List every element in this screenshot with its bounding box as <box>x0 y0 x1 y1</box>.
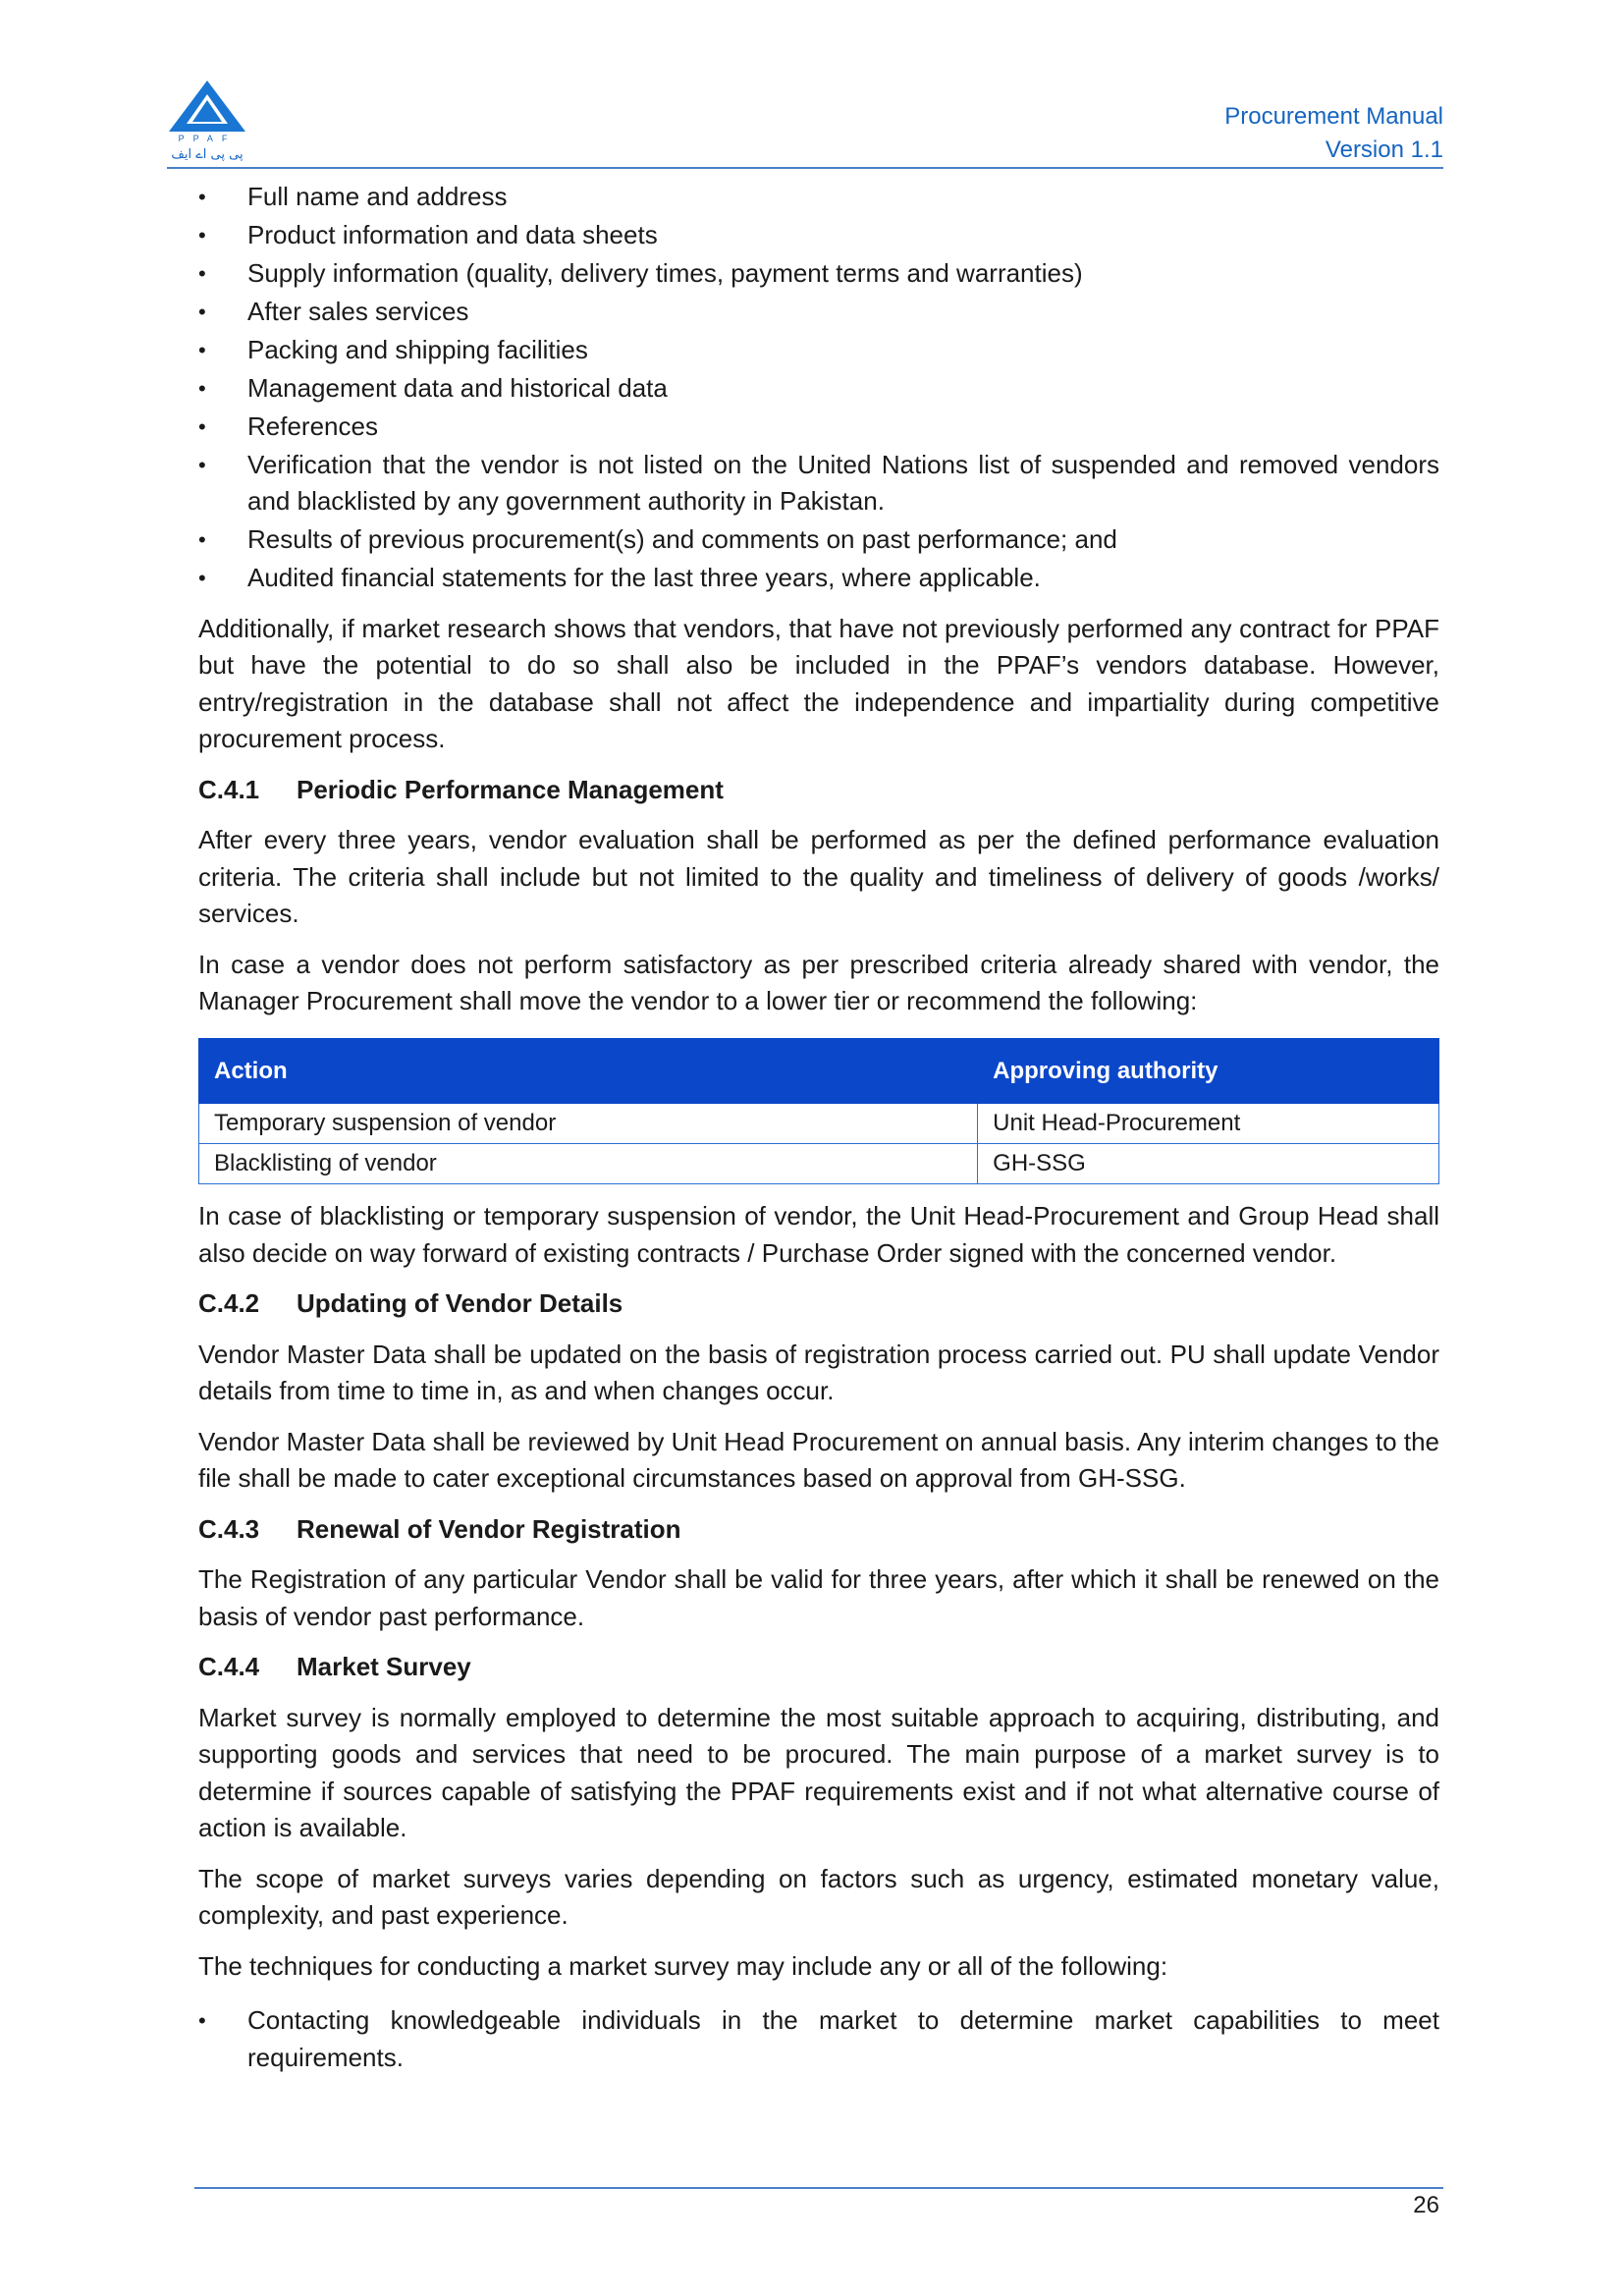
table-cell: Unit Head-Procurement <box>978 1104 1439 1144</box>
list-item: • Management data and historical data <box>198 370 1439 408</box>
header-divider <box>167 167 1443 169</box>
table-row <box>199 1104 1439 1144</box>
list-item: • Results of previous procurement(s) and comments on past performance; and <box>198 521 1439 559</box>
column-header-approving-authority: Approving authority <box>978 1038 1439 1104</box>
section-title: Periodic Performance Management <box>297 774 724 804</box>
list-item: • After sales services <box>198 294 1439 331</box>
list-item: • References <box>198 409 1439 446</box>
header-titles <box>1224 100 1443 167</box>
list-item: • Supply information (quality, delivery times, payment terms and warranties) <box>198 255 1439 293</box>
section-number: C.4.4 <box>198 1652 260 1681</box>
page-number: 26 <box>1413 2192 1439 2218</box>
section-number: C.4.1 <box>198 774 260 804</box>
section-title: Market Survey <box>297 1652 471 1681</box>
table-cell: Temporary suspension of vendor <box>199 1104 978 1144</box>
section-heading-c43 <box>198 1511 1439 1549</box>
paragraph: The scope of market surveys varies depending on factors such as urgency, estimated monetary value, complexity, and past experience. <box>198 1863 1439 1930</box>
section-number: C.4.2 <box>198 1288 260 1318</box>
section-title: Renewal of Vendor Registration <box>297 1513 681 1544</box>
table-row <box>199 1144 1439 1184</box>
document-version: Version 1.1 <box>1325 137 1443 163</box>
column-header-action: Action <box>199 1038 978 1104</box>
paragraph: Vendor Master Data shall be reviewed by Unit Head Procurement on annual basis. Any interim changes to the file shall be made to cater exceptional circumstances based on approval from GH-SSG. <box>198 1426 1439 1493</box>
logo-letters: PPAF <box>178 134 237 143</box>
market-survey-bullet-list <box>198 2002 1439 2076</box>
document-title: Procurement Manual <box>1224 103 1443 130</box>
intro-bullet-list <box>198 179 1439 597</box>
list-item: • Product information and data sheets <box>198 217 1439 254</box>
paragraph: The Registration of any particular Vendor shall be valid for three years, after which it shall be renewed on the basis of vendor past performance. <box>198 1564 1439 1631</box>
paragraph-additionally: Additionally, if market research shows that vendors, that have not previously performed any contract for PPAF but have the potential to do so shall also be included in the PPAF’s vendors database. However, entry/registration in the database shall not affect the independence and impartiality during competitive procurement process. <box>198 613 1439 753</box>
list-item: • Full name and address <box>198 179 1439 216</box>
paragraph: The techniques for conducting a market survey may include any or all of the following: <box>198 1950 1168 1981</box>
section-heading-c41 <box>198 772 1439 809</box>
page-header <box>167 69 1443 169</box>
table-cell: Blacklisting of vendor <box>199 1144 978 1184</box>
paragraph: Vendor Master Data shall be updated on the basis of registration process carried out. PU shall update Vendor details from time to time in, as and when changes occur. <box>198 1339 1439 1405</box>
footer-divider <box>194 2187 1443 2189</box>
table-header-row <box>199 1038 1439 1104</box>
ppaf-triangle-icon <box>167 79 247 134</box>
paragraph: In case of blacklisting or temporary suspension of vendor, the Unit Head-Procurement and Group Head shall also decide on way forward of existing contracts / Purchase Order signed with the concerned vendor. <box>198 1201 1439 1268</box>
list-item: • Audited financial statements for the last three years, where applicable. <box>198 560 1439 597</box>
paragraph: Market survey is normally employed to determine the most suitable approach to acquiring, distributing, and supporting goods and services that need to be procured. The main purpose of a market survey is to determine if sources capable of satisfying the PPAF requirements exist and if not what alternative course of action is available. <box>198 1702 1439 1842</box>
list-item: • Verification that the vendor is not listed on the United Nations list of suspended and removed vendors and blacklisted by any government authority in Pakistan. <box>198 447 1439 520</box>
list-item: • Packing and shipping facilities <box>198 332 1439 369</box>
section-number: C.4.3 <box>198 1513 260 1544</box>
list-item: • Contacting knowledgeable individuals in the market to determine market capabilities to meet requirements. <box>198 2002 1439 2076</box>
table-cell: GH-SSG <box>978 1144 1439 1184</box>
ppaf-logo <box>167 79 247 169</box>
paragraph: In case a vendor does not perform satisfactory as per prescribed criteria already shared with vendor, the Manager Procurement shall move the vendor to a lower tier or recommend the following: <box>198 949 1439 1015</box>
section-heading-c42 <box>198 1285 1439 1323</box>
page-content <box>198 177 1439 2078</box>
action-authority-table <box>198 1038 1439 1185</box>
section-title: Updating of Vendor Details <box>297 1288 623 1318</box>
logo-urdu-text: پی پی اے ایف <box>171 147 244 162</box>
section-heading-c44 <box>198 1649 1439 1686</box>
paragraph: After every three years, vendor evaluation shall be performed as per the defined performance evaluation criteria. The criteria shall include but not limited to the quality and timeliness of delivery of goods /works/ services. <box>198 825 1439 928</box>
